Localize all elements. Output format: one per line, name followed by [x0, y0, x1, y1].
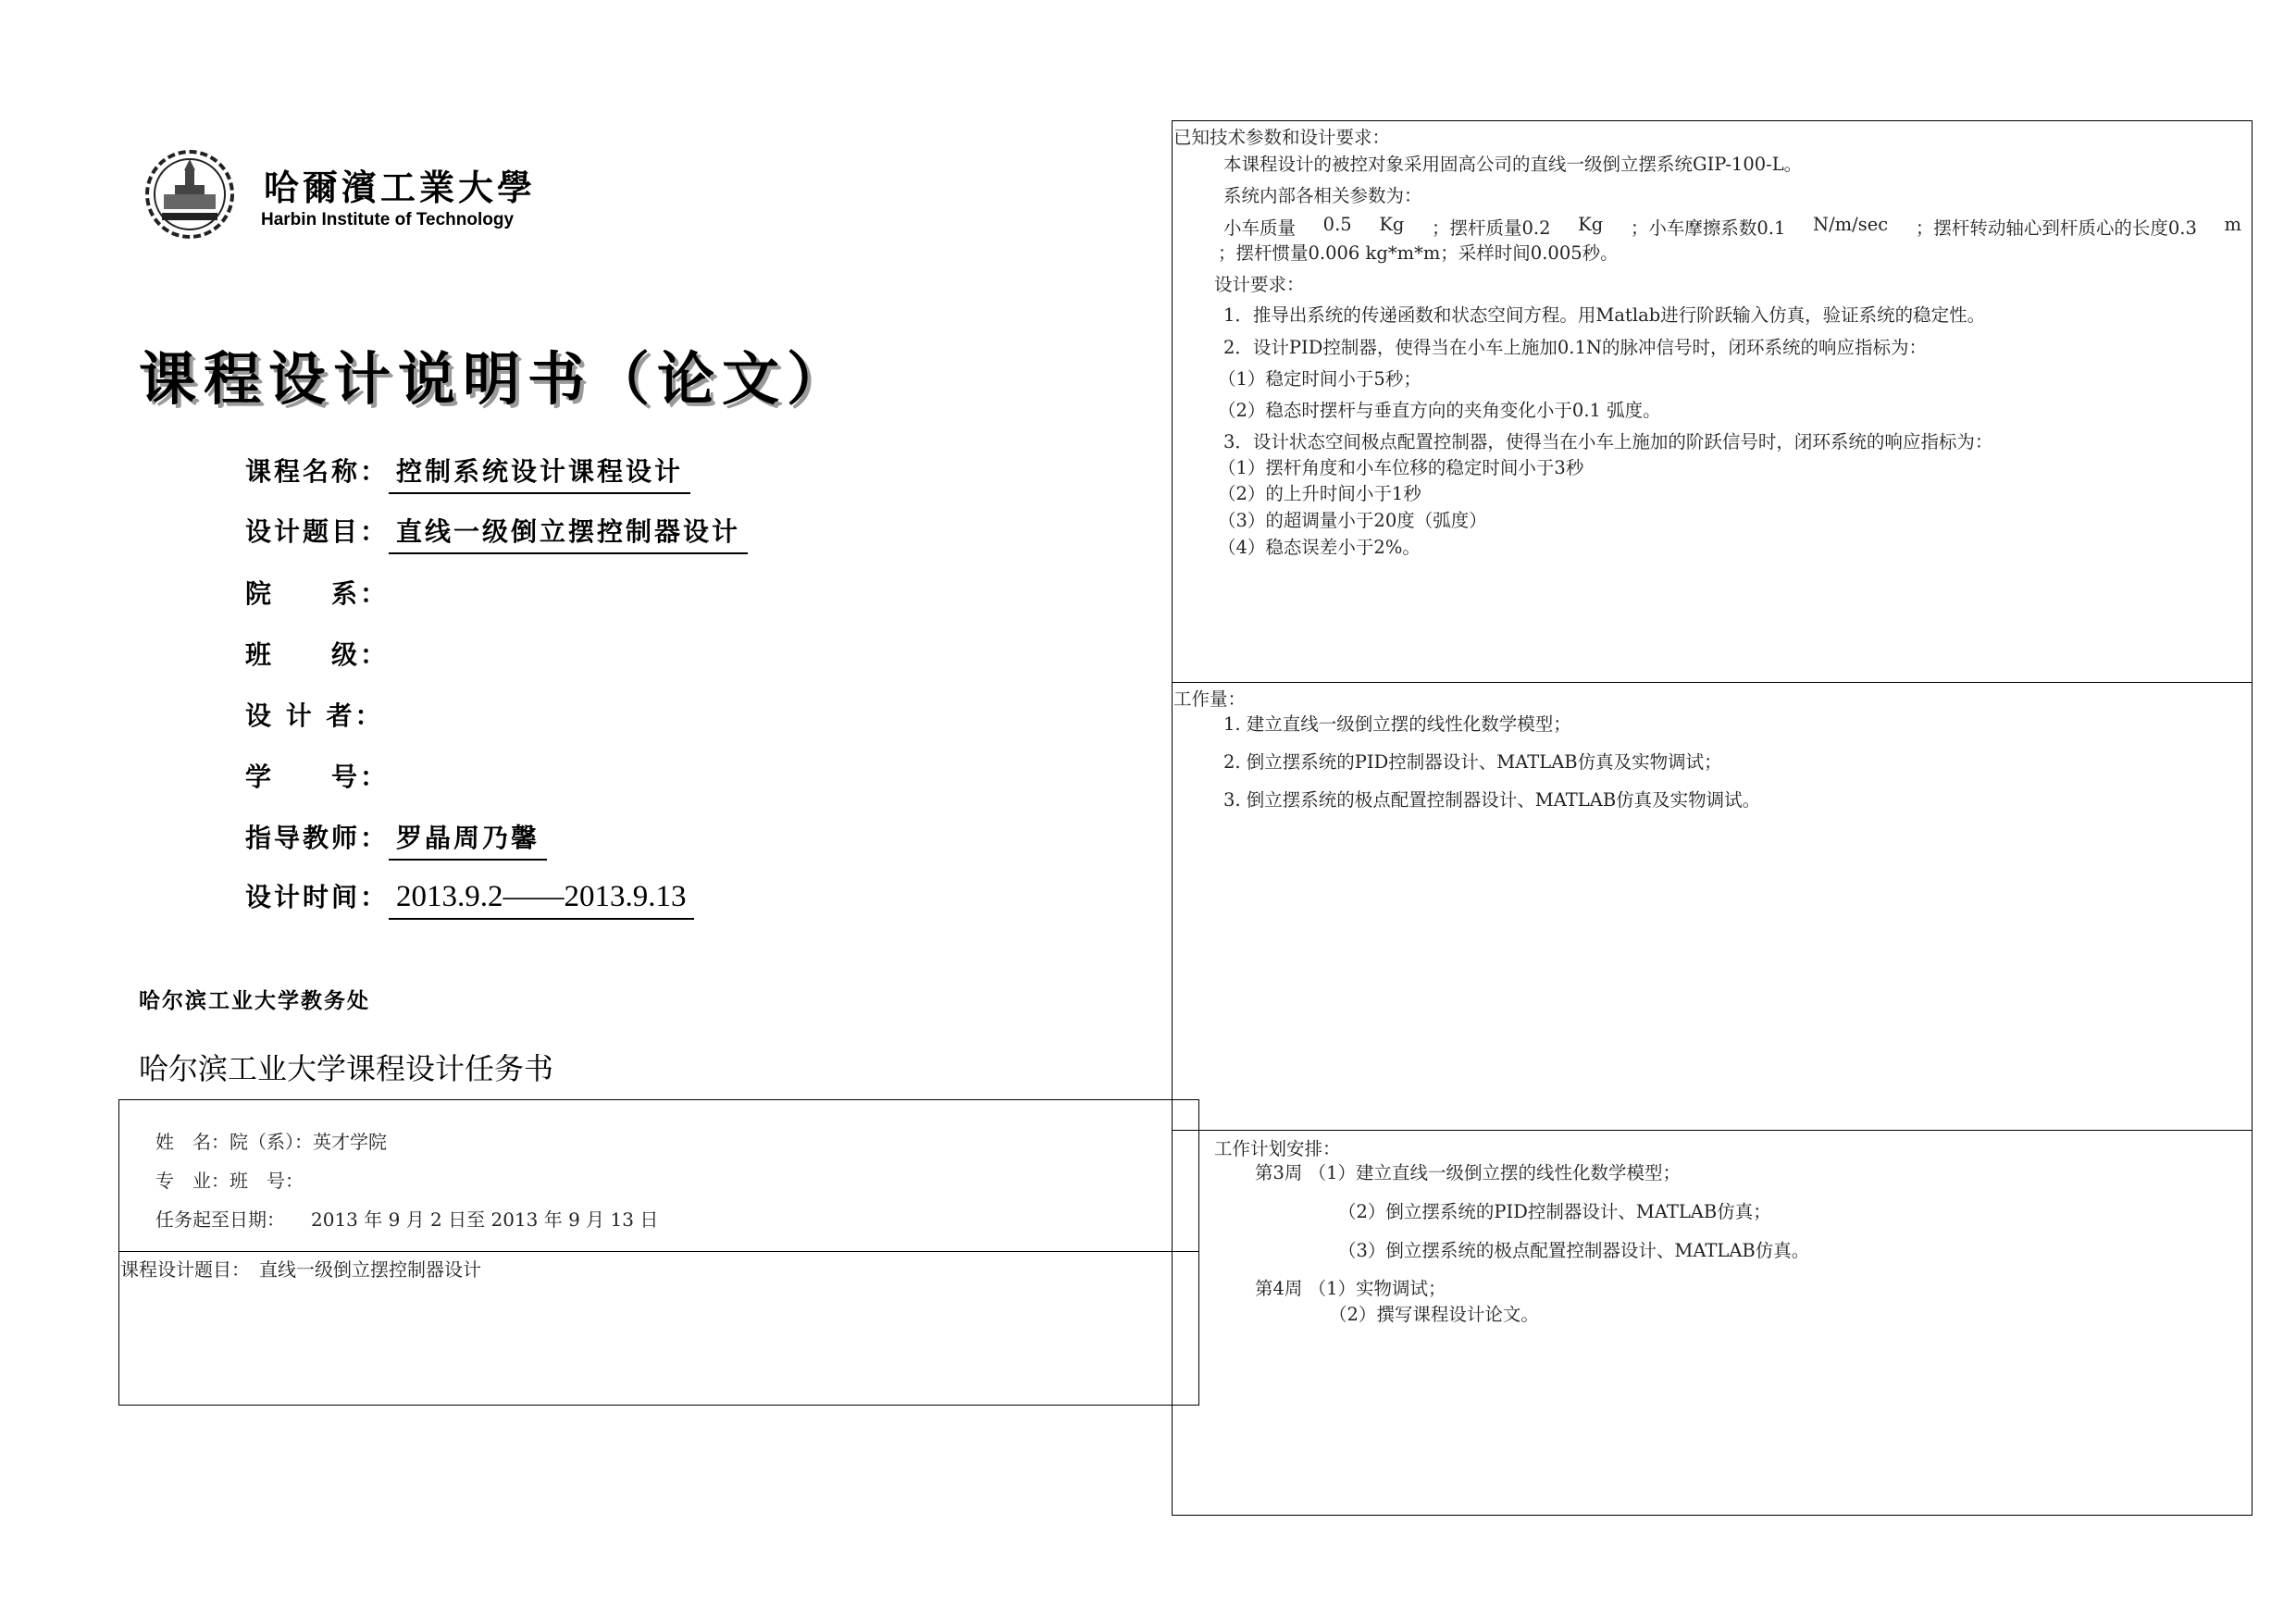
course-topic-line: 课程设计题目： 直线一级倒立摆控制器设计 [120, 1258, 481, 1281]
requirements-heading: 已知技术参数和设计要求： [1173, 127, 1391, 148]
designer-label: 设 计 者： [245, 700, 384, 731]
workload-item-2: 2. 倒立摆系统的PID控制器设计、MATLAB仿真及实物调试； [1223, 751, 1722, 773]
cover-title: 课程设计说明书（论文） [139, 345, 852, 413]
requirement-item-2-1: （1）稳定时间小于5秒； [1218, 368, 1421, 390]
requirements-intro: 本课程设计的被控对象采用固高公司的直线一级倒立摆系统GIP-100-L。 [1223, 154, 1803, 175]
student-number-field [245, 757, 389, 794]
design-topic-label: 设计题目： [245, 516, 390, 547]
params-heading: 系统内部各相关参数为： [1223, 185, 1422, 206]
student-number-label: 学 号： [245, 762, 390, 792]
params-line-2: ；摆杆惯量0.006 kg*m*m；采样时间0.005秒。 [1218, 242, 1619, 264]
task-dates-line [155, 1205, 658, 1232]
requirement-item-3-1: （1）摆杆角度和小车位移的稳定时间小于3秒 [1218, 457, 1584, 478]
param-part: 0.5 [1322, 214, 1352, 235]
design-time-value: 2013.9.2——2013.9.13 [389, 880, 694, 920]
requirement-item-3-4: （4）稳态误差小于2%。 [1218, 537, 1421, 558]
class-label: 班 级： [245, 639, 390, 670]
param-part: 小车质量 [1223, 217, 1297, 239]
schedule-heading: 工作计划安排： [1214, 1138, 1341, 1159]
param-part: ；摆杆转动轴心到杆质心的长度0.3 [1915, 217, 2197, 239]
workload-heading: 工作量： [1173, 688, 1247, 710]
university-name-cn: 哈爾濱工業大學 [264, 167, 537, 208]
course-name-field [245, 452, 690, 494]
requirement-item-1: 1．推导出系统的传递函数和状态空间方程。用Matlab进行阶跃输入仿真，验证系统的稳定性。 [1223, 304, 1986, 326]
design-time-label: 设计时间： [245, 882, 390, 912]
param-part: Kg [1379, 214, 1405, 235]
designer-field [245, 696, 384, 733]
schedule-week3-item-1: 第3周 （1）建立直线一级倒立摆的线性化数学模型； [1255, 1162, 1682, 1183]
requirement-item-3-3: （3）的超调量小于20度（弧度） [1218, 510, 1487, 531]
name-department-line: 姓 名：院（系）：英才学院 [155, 1131, 387, 1153]
schedule-week4-item-1: 第4周 （1）实物调试； [1255, 1278, 1446, 1299]
advisor-field [245, 818, 547, 861]
task-dates-value: 2013 年 9 月 2 日至 2013 年 9 月 13 日 [311, 1208, 659, 1231]
param-part: N/m/sec [1813, 214, 1889, 235]
university-name-en: Harbin Institute of Technology [261, 210, 515, 229]
academic-affairs-office: 哈尔滨工业大学教务处 [139, 989, 370, 1013]
design-topic-field [245, 512, 748, 554]
requirement-item-2-2: （2）稳态时摆杆与垂直方向的夹角变化小于0.1 弧度。 [1218, 400, 1661, 421]
course-name-label: 课程名称： [245, 456, 390, 487]
task-book-title: 哈尔滨工业大学课程设计任务书 [139, 1051, 554, 1086]
course-name-value: 控制系统设计课程设计 [389, 452, 690, 494]
department-label: 院 系： [245, 578, 390, 609]
advisor-value: 罗晶周乃馨 [389, 818, 547, 861]
requirement-item-3-2: （2）的上升时间小于1秒 [1218, 483, 1421, 504]
class-field [245, 635, 389, 672]
schedule-week3-item-2: （2）倒立摆系统的PID控制器设计、MATLAB仿真； [1338, 1201, 1771, 1222]
design-requirements-heading: 设计要求： [1214, 274, 1305, 295]
params-line-1 [1223, 214, 2241, 240]
major-class-line: 专 业：班 号： [155, 1170, 304, 1192]
requirement-item-2: 2．设计PID控制器，使得当在小车上施加0.1N的脉冲信号时，闭环系统的响应指标为： [1223, 337, 1927, 358]
department-field [245, 574, 389, 611]
workload-item-1: 1. 建立直线一级倒立摆的线性化数学模型； [1223, 713, 1571, 735]
advisor-label: 指导教师： [245, 823, 390, 853]
schedule-week4-item-2: （2）撰写课程设计论文。 [1329, 1304, 1539, 1325]
requirement-item-3: 3．设计状态空间极点配置控制器，使得当在小车上施加的阶跃信号时，闭环系统的响应指标为： [1223, 431, 1993, 452]
task-dates-label: 任务起至日期： [155, 1208, 285, 1231]
param-part: Kg [1578, 214, 1604, 235]
design-time-field [245, 877, 694, 920]
workload-item-3: 3. 倒立摆系统的极点配置控制器设计、MATLAB仿真及实物调试。 [1223, 789, 1761, 811]
design-topic-value: 直线一级倒立摆控制器设计 [389, 512, 748, 554]
university-emblem-icon [143, 148, 236, 241]
param-part: ；摆杆质量0.2 [1432, 217, 1551, 239]
schedule-week3-item-3: （3）倒立摆系统的极点配置控制器设计、MATLAB仿真。 [1338, 1240, 1810, 1261]
param-part: ；小车摩擦系数0.1 [1630, 217, 1786, 239]
param-part: m [2224, 214, 2241, 235]
